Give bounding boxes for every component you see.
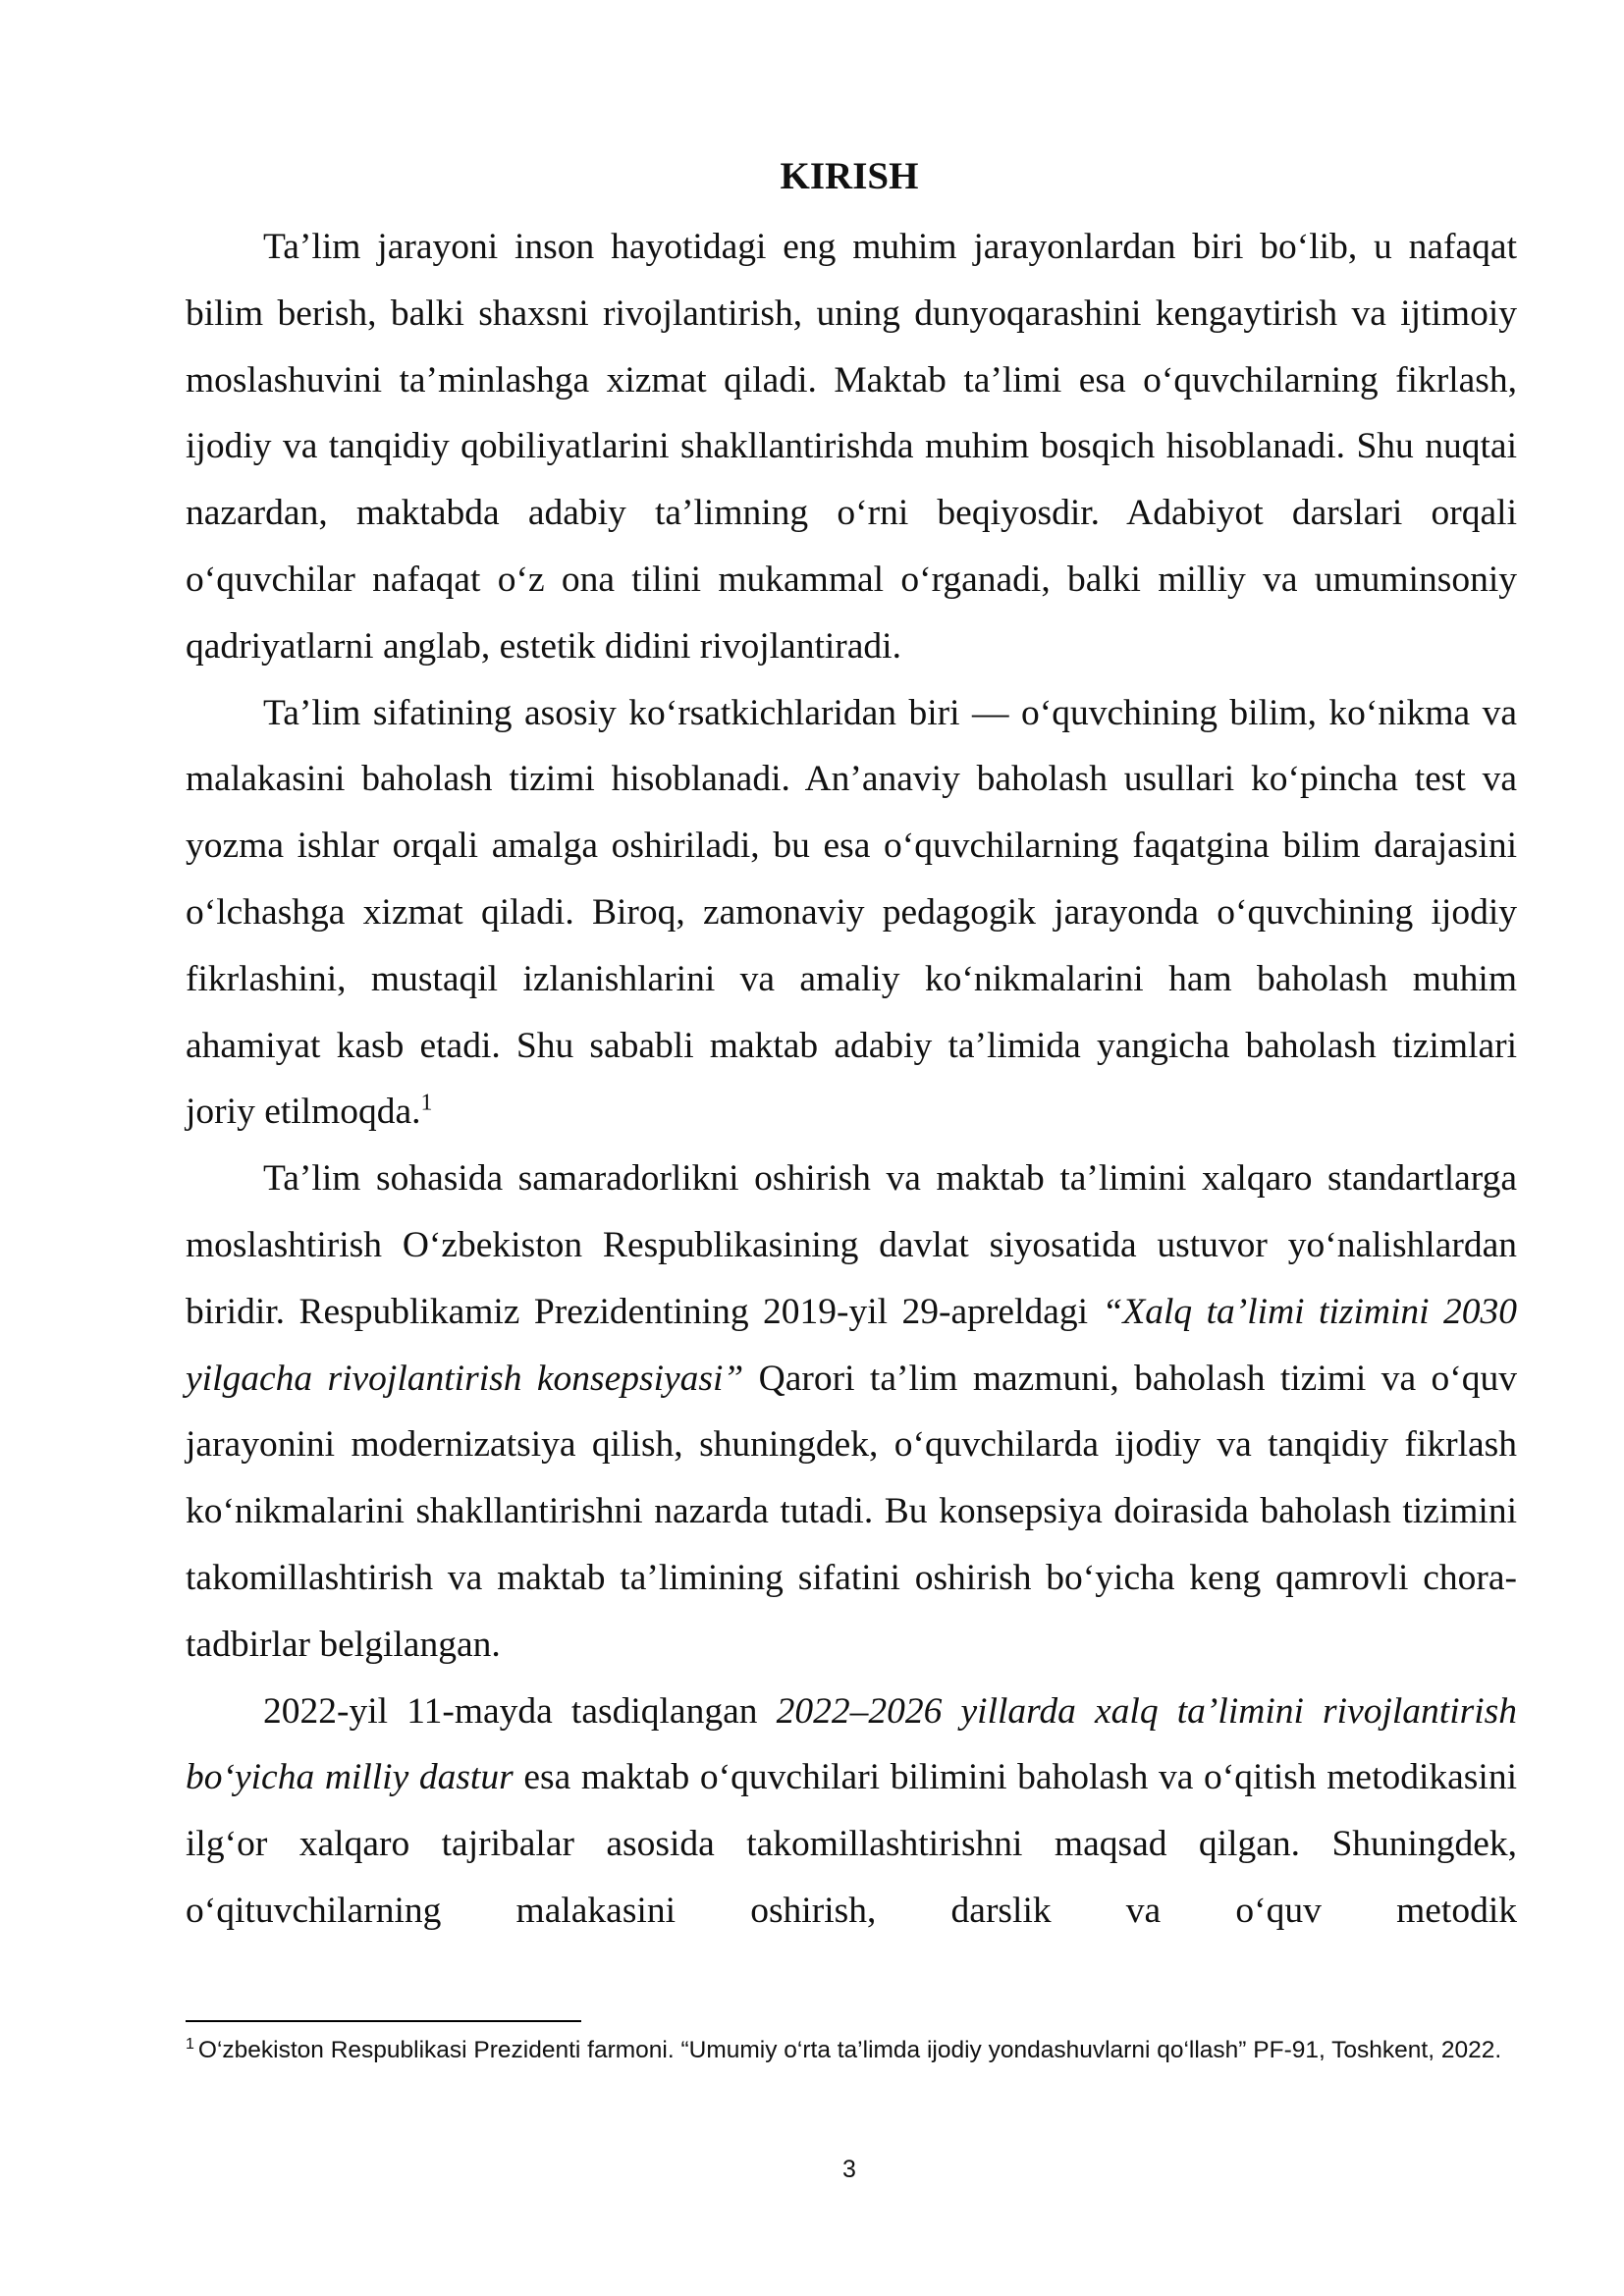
paragraph-3-italic-title: “Xalq ta’limi tizimini 2030 yilgacha rivojlantirish konsepsiyasi” xyxy=(186,1291,1517,1399)
paragraph-4-italic-title: 2022–2026 yillarda xalq ta’limini rivojlantirish bo‘yicha milliy dastur xyxy=(186,1690,1517,1798)
footnote xyxy=(186,2033,1517,2068)
paragraph-3-text-after: Qarori ta’lim mazmuni, baholash tizimi va o‘quv jarayonini modernizatsiya qilish, shuningdek, o‘quvchilarda ijodiy va tanqidiy fikrlash ko‘nikmalarini shakllantirishni nazarda tutadi. Bu konsepsiya doirasida baholash tizimini takomillashtirish va maktab ta’limining sifatini oshirish bo‘yicha keng qamrovli chora-tadbirlar belgilangan. xyxy=(186,1358,1517,1665)
paragraph-2-text: Ta’lim sifatining asosiy ko‘rsatkichlaridan biri — o‘quvchining bilim, ko‘nikma va malakasini baholash tizimi hisoblanadi. An’anaviy baholash usullari ko‘pincha test va yozma ishlar orqali amalga oshiriladi, bu esa o‘quvchilarning faqatgina bilim darajasini o‘lchashga xizmat qiladi. Biroq, zamonaviy pedagogik jarayonda o‘quvchining ijodiy fikrlashini, mustaqil izlanishlarini va amaliy ko‘nikmalarini ham baholash muhim ahamiyat kasb etadi. Shu sababli maktab adabiy ta’limida yangicha baholash tizimlari joriy etilmoqda. xyxy=(186,692,1517,1133)
section-heading: KIRISH xyxy=(780,155,919,197)
paragraph-1 xyxy=(186,214,1517,680)
paragraph-4-text-after: esa maktab o‘quvchilari bilimini baholash va o‘qitish metodikasini ilg‘or xalqaro tajribalar asosida takomillashtirishni maqsad qilgan. Shuningdek, o‘qituvchilarning malakasini oshirish, darslik va o‘quv metodik xyxy=(186,1757,1517,1931)
paragraph-4 xyxy=(186,1679,1517,1945)
body-text xyxy=(186,214,1517,1945)
paragraph-2 xyxy=(186,680,1517,1147)
page-number: 3 xyxy=(842,2156,856,2183)
footnote-reference[interactable]: 1 xyxy=(420,1090,433,1116)
paragraph-3 xyxy=(186,1146,1517,1678)
paragraph-4-text-before: 2022-yil 11-mayda tasdiqlangan xyxy=(263,1690,777,1732)
footnote-mark: 1 xyxy=(186,2035,194,2053)
footnote-text: O‘zbekiston Respublikasi Prezidenti farmoni. “Umumiy o‘rta ta’limda ijodiy yondashuvlarni qo‘llash” PF-91, Toshkent, 2022. xyxy=(197,2037,1502,2063)
footnote-separator xyxy=(186,2020,581,2022)
paragraph-3-text-before: Ta’lim sohasida samaradorlikni oshirish va maktab ta’limini xalqaro standartlarga moslashtirish O‘zbekiston Respublikasining davlat siyosatida ustuvor yo‘nalishlardan biridir. Respublikamiz Prezidentining 2019-yil 29-apreldagi xyxy=(186,1158,1517,1332)
paragraph-1-text: Ta’lim jarayoni inson hayotidagi eng muhim jarayonlardan biri bo‘lib, u nafaqat bilim berish, balki shaxsni rivojlantirish, uning dunyoqarashini kengaytirish va ijtimoiy moslashuvini ta’minlashga xizmat qiladi. Maktab ta’limi esa o‘quvchilarning fikrlash, ijodiy va tanqidiy qobiliyatlarini shakllantirishda muhim bosqich hisoblanadi. Shu nuqtai nazardan, maktabda adabiy ta’limning o‘rni beqiyosdir. Adabiyot darslari orqali o‘quvchilar nafaqat o‘z ona tilini mukammal o‘rganadi, balki milliy va umuminsoniy qadriyatlarni anglab, estetik didini rivojlantiradi. xyxy=(186,227,1517,667)
